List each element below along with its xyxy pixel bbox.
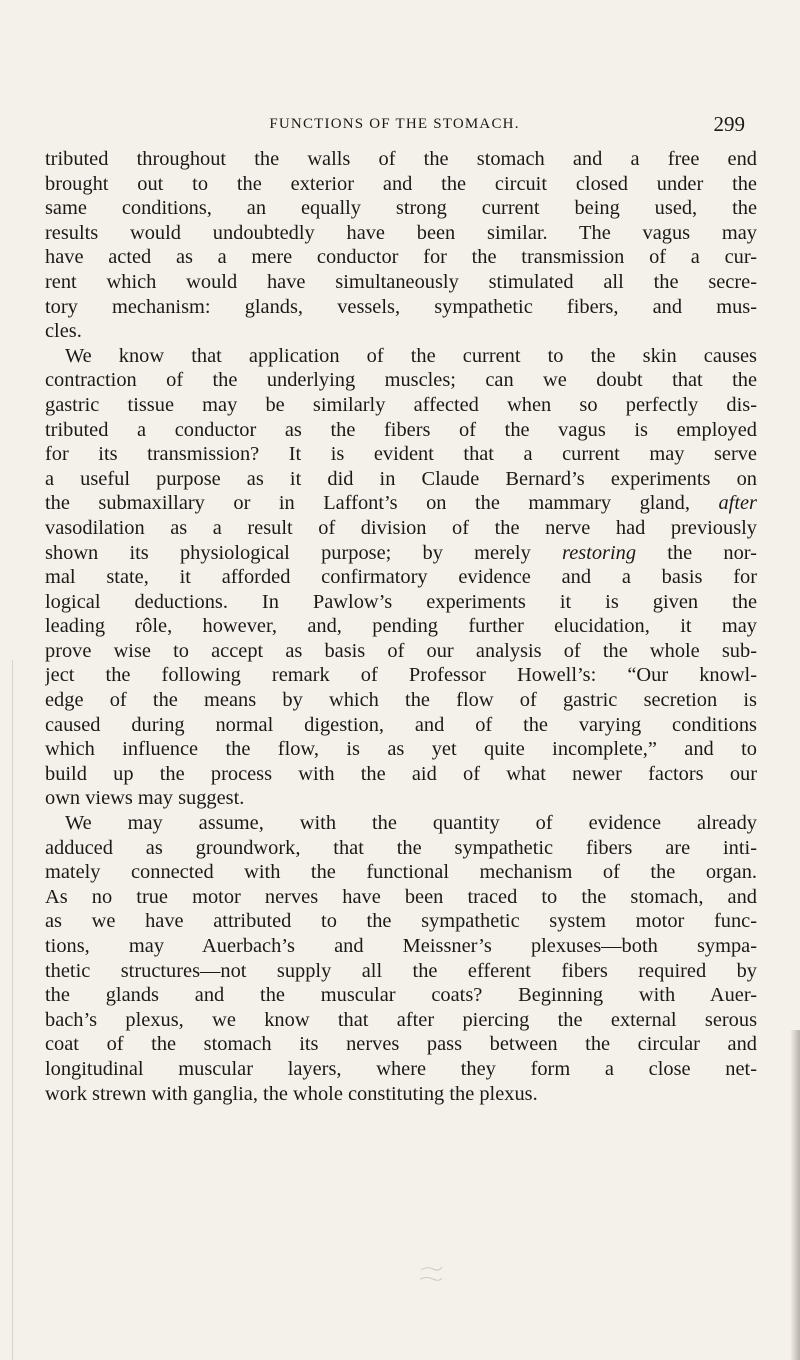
text-line: vasodilation as a result of division of the nerve had previously xyxy=(45,516,757,539)
paragraph-1 xyxy=(45,147,757,344)
text-line: leading rôle, however, and, pending further elucidation, it may xyxy=(45,615,757,638)
text-line: prove wise to accept as basis of our analysis of the whole sub- xyxy=(45,639,757,662)
page-number: 299 xyxy=(713,112,745,136)
text-line: which influence the flow, is as yet quite incomplete,” and to xyxy=(45,738,757,761)
text-line: coat of the stomach its nerves pass between the circular and xyxy=(45,1033,757,1056)
body-text xyxy=(45,147,757,1106)
text-line: tributed throughout the walls of the stomach and a free end xyxy=(45,148,757,170)
text-line: cles. xyxy=(45,320,82,343)
text-line-with-italic xyxy=(45,491,757,516)
text-line: thetic structures—not supply all the efferent fibers required by xyxy=(45,959,757,982)
paragraph-3 xyxy=(45,811,757,1106)
text-line: caused during normal digestion, and of the varying conditions xyxy=(45,713,757,736)
text-run: the nor- xyxy=(667,541,757,564)
text-line: logical deductions. In Pawlow’s experiments it is given the xyxy=(45,590,757,613)
text-line: adduced as groundwork, that the sympathetic fibers are inti- xyxy=(45,836,757,859)
text-run: the submaxillary or in Laffont’s on the mammary gland, xyxy=(45,492,690,515)
text-line: bach’s plexus, we know that after piercing the external serous xyxy=(45,1008,757,1031)
paragraph-2 xyxy=(45,344,757,811)
text-line: build up the process with the aid of what newer factors our xyxy=(45,762,757,785)
page-crease xyxy=(12,660,13,1360)
text-line: contraction of the underlying muscles; can we doubt that the xyxy=(45,369,757,392)
italic-word: restoring xyxy=(562,541,637,564)
text-line: edge of the means by which the flow of gastric secretion is xyxy=(45,689,757,712)
text-line: the glands and the muscular coats? Beginning with Auer- xyxy=(45,984,757,1007)
page-edge-shadow xyxy=(790,1030,800,1360)
text-line: We know that application of the current to the skin causes xyxy=(65,344,757,367)
text-line: as we have attributed to the sympathetic system motor func- xyxy=(45,910,757,933)
text-line-with-italic xyxy=(45,541,757,566)
text-line: results would undoubtedly have been similar. The vagus may xyxy=(45,221,757,244)
text-run: shown its physiological purpose; by merely xyxy=(45,541,531,564)
text-line: mal state, it afforded confirmatory evidence and a basis for xyxy=(45,566,757,589)
text-line: tributed a conductor as the fibers of the vagus is employed xyxy=(45,418,757,441)
text-line: brought out to the exterior and the circuit closed under the xyxy=(45,172,757,195)
text-line: ject the following remark of Professor Howell’s: “Our knowl- xyxy=(45,664,757,687)
text-line: gastric tissue may be similarly affected when so perfectly dis- xyxy=(45,393,757,416)
text-line: As no true motor nerves have been traced to the stomach, and xyxy=(45,885,757,908)
text-line: have acted as a mere conductor for the transmission of a cur- xyxy=(45,246,757,269)
text-line: mately connected with the functional mechanism of the organ. xyxy=(45,861,757,884)
italic-word: after xyxy=(718,492,757,515)
text-line: for its transmission? It is evident that a current may serve xyxy=(45,443,757,466)
text-line: longitudinal muscular layers, where they form a close net- xyxy=(45,1057,757,1080)
text-line: a useful purpose as it did in Claude Bernard’s experiments on xyxy=(45,467,757,490)
text-line: rent which would have simultaneously stimulated all the secre- xyxy=(45,270,757,293)
ink-smudge-mark xyxy=(418,1262,444,1284)
text-line: We may assume, with the quantity of evidence already xyxy=(65,812,757,835)
text-line: same conditions, an equally strong current being used, the xyxy=(45,197,757,220)
text-line: tory mechanism: glands, vessels, sympathetic fibers, and mus- xyxy=(45,295,757,318)
text-line: tions, may Auerbach’s and Meissner’s plexuses—both sympa- xyxy=(45,935,757,957)
running-head xyxy=(44,112,745,138)
text-line: work strewn with ganglia, the whole constituting the plexus. xyxy=(45,1082,538,1105)
running-title: FUNCTIONS OF THE STOMACH. xyxy=(269,116,520,132)
text-line: own views may suggest. xyxy=(45,787,245,810)
